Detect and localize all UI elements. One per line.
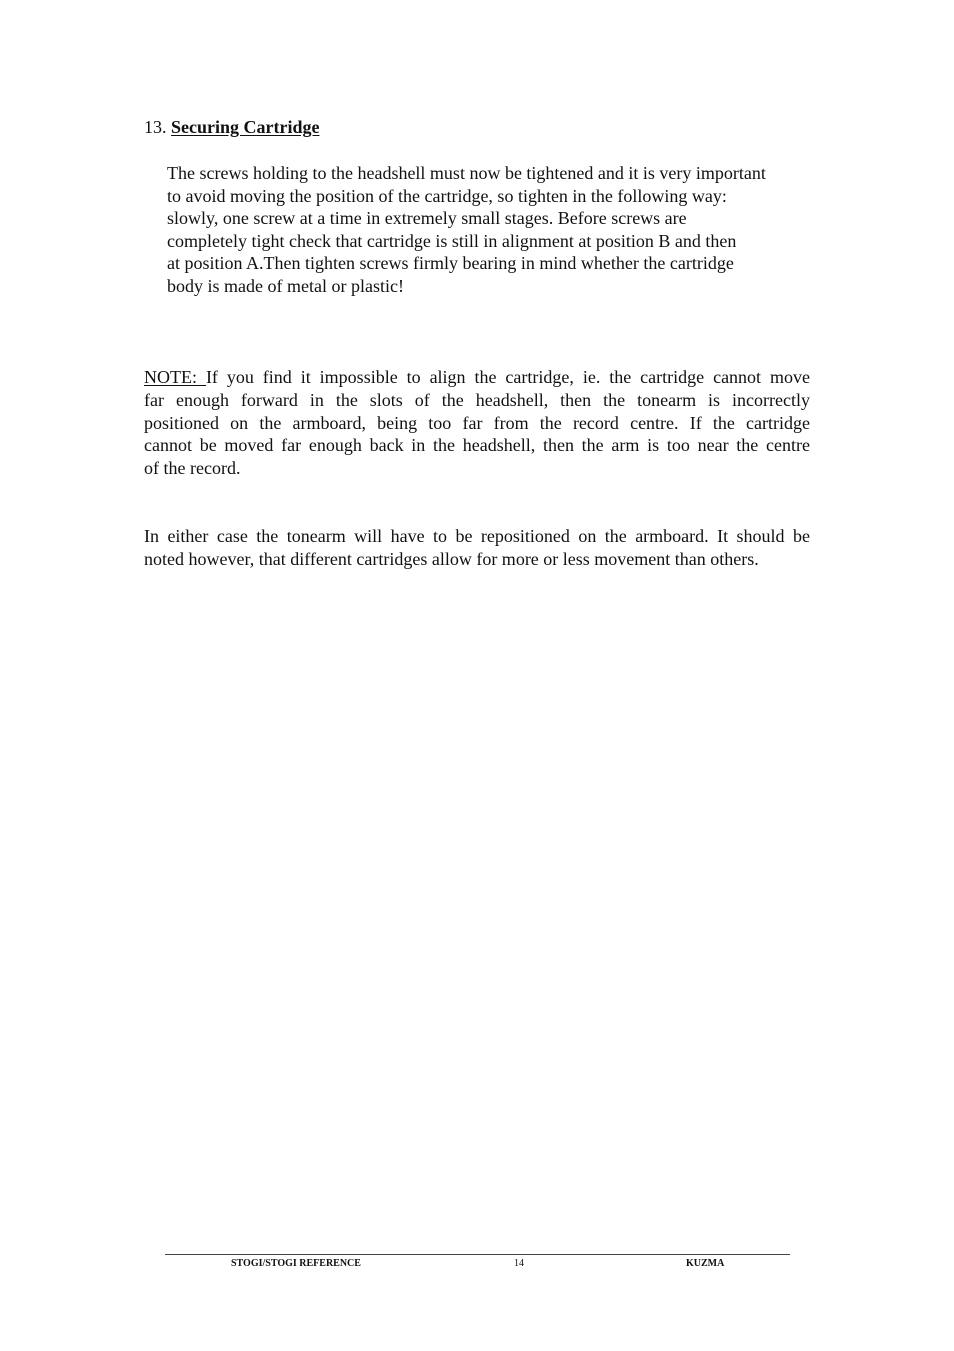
either-line: noted however, that different cartridges allow for more or less movement than others. [144,548,759,569]
note-label: NOTE: [144,367,206,387]
intro-line: body is made of metal or plastic! [167,275,404,296]
note-first-line [144,366,810,389]
note-line: of the record. [144,458,241,479]
note-line: positioned on the armboard, being too far from the record centre. If the cartridge [144,412,810,433]
intro-line: slowly, one screw at a time in extremely small stages. Before screws are [167,208,687,229]
intro-line: The screws holding to the headshell must now be tightened and it is very important [167,163,766,183]
intro-line: at position A.Then tighten screws firmly bearing in mind whether the cartridge [167,253,734,274]
intro-line: completely tight check that cartridge is still in alignment at position B and then [167,230,737,251]
note-paragraph [144,366,810,480]
intro-paragraph [167,162,766,298]
either-line: In either case the tonearm will have to be repositioned on the armboard. It should be [144,526,810,546]
footer-right-text: KUZMA [686,1258,725,1269]
footer-rule [165,1254,790,1255]
footer-left-text: STOGI/STOGI REFERENCE [231,1258,361,1269]
footer-page-number: 14 [514,1258,524,1269]
section-title: Securing Cartridge [171,117,320,137]
either-paragraph [144,525,810,571]
intro-line: to avoid moving the position of the cartridge, so tighten in the following way: [167,185,727,206]
section-heading [144,116,319,138]
note-line: far enough forward in the slots of the headshell, then the tonearm is incorrectly [144,389,810,410]
note-line: cannot be moved far enough back in the headshell, then the arm is too near the centre [144,435,810,456]
note-first-line-text: If you find it impossible to align the cartridge, ie. the cartridge cannot move [205,367,810,387]
section-number: 13. [144,117,167,137]
